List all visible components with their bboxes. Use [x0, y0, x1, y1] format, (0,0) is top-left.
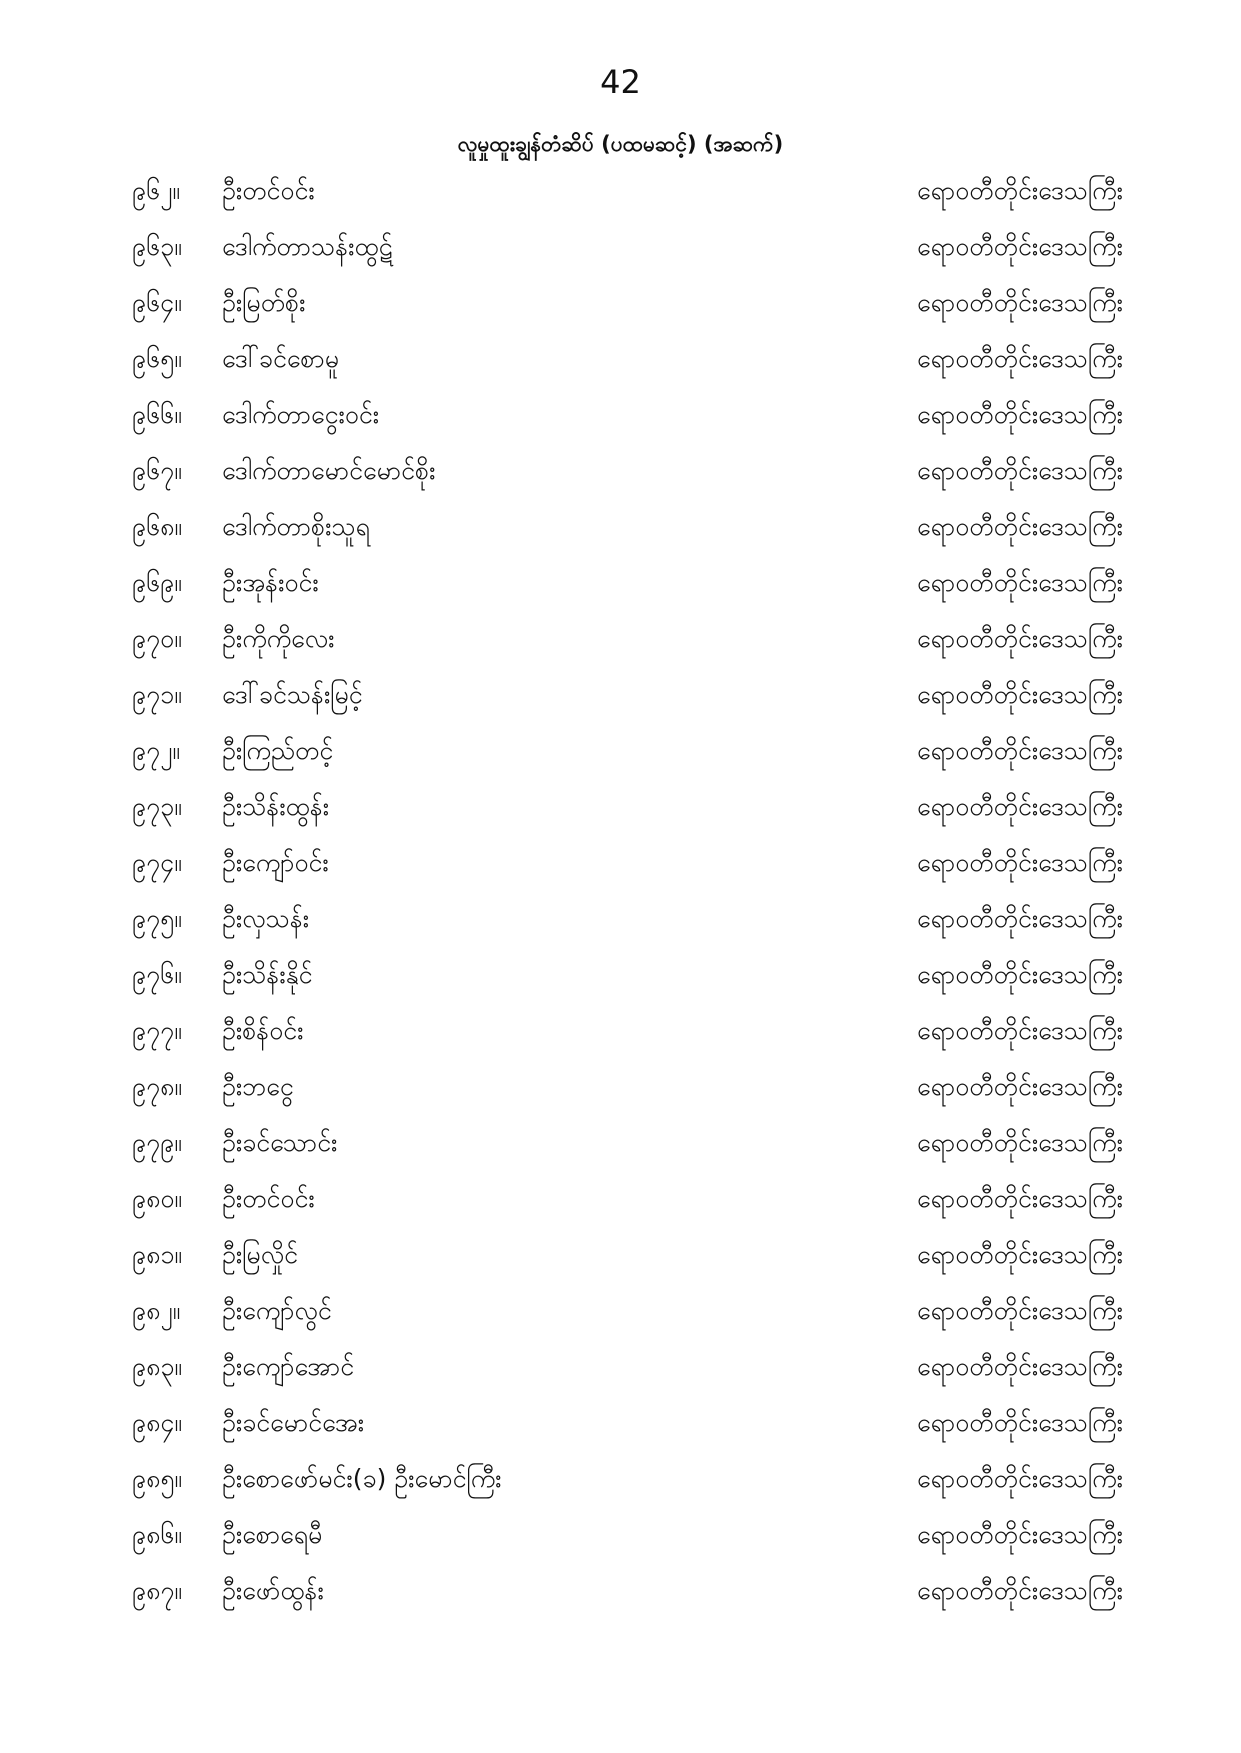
recipient-name: ဦးလှသန်း: [222, 904, 310, 933]
recipient-name: ဒေါက်တာမောင်မောင်စိုး: [222, 456, 436, 485]
region-name: ရောဝတီတိုင်းဒေသကြီး: [917, 1352, 1123, 1381]
region-name: ရောဝတီတိုင်းဒေသကြီး: [917, 1576, 1123, 1605]
list-item: [0, 667, 1241, 723]
entry-number: ၉၈၇။: [132, 1576, 182, 1605]
list-item: [0, 1003, 1241, 1059]
region-name: ရောဝတီတိုင်းဒေသကြီး: [917, 1296, 1123, 1325]
list-item: [0, 779, 1241, 835]
recipient-name: ဦးခင်မောင်အေး: [222, 1408, 365, 1437]
entry-number: ၉၇၂။: [132, 736, 180, 765]
entry-number: ၉၆၄။: [132, 288, 182, 317]
entry-number: ၉၆၉။: [132, 568, 182, 597]
entry-number: ၉၇၃။: [132, 792, 182, 821]
region-name: ရောဝတီတိုင်းဒေသကြီး: [917, 1072, 1123, 1101]
list-item: [0, 1451, 1241, 1507]
recipient-name: ဒေါက်တာသန်းထွဋ်: [222, 232, 393, 261]
recipient-name: ဦးကျော်ဝင်း: [222, 848, 329, 877]
region-name: ရောဝတီတိုင်းဒေသကြီး: [917, 904, 1123, 933]
recipient-name: ဦးဘငွေ: [222, 1072, 294, 1101]
list-item: [0, 1395, 1241, 1451]
region-name: ရောဝတီတိုင်းဒေသကြီး: [917, 1240, 1123, 1269]
recipient-name: ဦးကျော်လွင်: [222, 1296, 332, 1325]
entry-number: ၉၈၂။: [132, 1296, 181, 1325]
recipient-name: ဦးစောဖော်မင်း(ခ) ဦးမောင်ကြီး: [222, 1464, 502, 1493]
region-name: ရောဝတီတိုင်းဒေသကြီး: [917, 848, 1123, 877]
entry-number: ၉၆၅။: [132, 344, 182, 373]
entry-number: ၉၇၄။: [132, 848, 182, 877]
entry-number: ၉၇၉။: [132, 1128, 182, 1157]
recipient-name: ဦးစိန်ဝင်း: [222, 1016, 304, 1045]
region-name: ရောဝတီတိုင်းဒေသကြီး: [917, 960, 1123, 989]
recipient-name: ဦးတင်ဝင်း: [222, 176, 315, 205]
recipient-name: ဒေါက်တာငွေးဝင်း: [222, 400, 380, 429]
entry-number: ၉၆၆။: [132, 400, 182, 429]
recipient-name: ဦးအုန်းဝင်း: [222, 568, 319, 597]
recipient-name: ဦးတင်ဝင်း: [222, 1184, 315, 1213]
list-item: [0, 275, 1241, 331]
list-item: [0, 947, 1241, 1003]
recipient-name: ဦးကြည်တင့်: [222, 736, 334, 765]
region-name: ရောဝတီတိုင်းဒေသကြီး: [917, 1128, 1123, 1157]
list-item: [0, 1507, 1241, 1563]
list-item: [0, 1283, 1241, 1339]
page-number: 42: [600, 63, 641, 101]
region-name: ရောဝတီတိုင်းဒေသကြီး: [917, 792, 1123, 821]
entry-number: ၉၇၆။: [132, 960, 182, 989]
section-heading: လူမှုထူးချွန်တံဆိပ် (ပထမဆင့်) (အဆက်): [457, 132, 784, 156]
region-name: ရောဝတီတိုင်းဒေသကြီး: [917, 176, 1123, 205]
region-name: ရောဝတီတိုင်းဒေသကြီး: [917, 624, 1123, 653]
region-name: ရောဝတီတိုင်းဒေသကြီး: [917, 1464, 1123, 1493]
region-name: ရောဝတီတိုင်းဒေသကြီး: [917, 1520, 1123, 1549]
recipient-name: ဦးမြတ်စိုး: [222, 288, 306, 317]
recipient-name: ဦးကိုကိုလေး: [222, 624, 335, 653]
list-item: [0, 499, 1241, 555]
entry-number: ၉၈၀။: [132, 1184, 182, 1213]
list-item: [0, 723, 1241, 779]
entry-number: ၉၇၈။: [132, 1072, 182, 1101]
region-name: ရောဝတီတိုင်းဒေသကြီး: [917, 1408, 1123, 1437]
region-name: ရောဝတီတိုင်းဒေသကြီး: [917, 680, 1123, 709]
entry-number: ၉၇၇။: [132, 1016, 182, 1045]
region-name: ရောဝတီတိုင်းဒေသကြီး: [917, 288, 1123, 317]
recipient-name: ဒေါ်ခင်စောမူ: [222, 344, 340, 373]
recipient-name: ဦးမြလှိုင်: [222, 1240, 299, 1269]
list-item: [0, 1563, 1241, 1619]
list-item: [0, 1227, 1241, 1283]
list-item: [0, 611, 1241, 667]
region-name: ရောဝတီတိုင်းဒေသကြီး: [917, 232, 1123, 261]
entry-number: ၉၇၁။: [132, 680, 182, 709]
recipient-name: ဦးကျော်အောင်: [222, 1352, 355, 1381]
entry-number: ၉၈၆။: [132, 1520, 182, 1549]
region-name: ရောဝတီတိုင်းဒေသကြီး: [917, 512, 1123, 541]
recipient-name: ဦးသိန်းထွန်း: [222, 792, 330, 821]
list-item: [0, 835, 1241, 891]
entry-number: ၉၇၀။: [132, 624, 182, 653]
entry-number: ၉၇၅။: [132, 904, 182, 933]
entry-number: ၉၆၇။: [132, 456, 182, 485]
entry-number: ၉၆၈။: [132, 512, 182, 541]
entry-number: ၉၈၄။: [132, 1408, 182, 1437]
entry-number: ၉၆၃။: [132, 232, 182, 261]
region-name: ရောဝတီတိုင်းဒေသကြီး: [917, 568, 1123, 597]
list-item: [0, 387, 1241, 443]
region-name: ရောဝတီတိုင်းဒေသကြီး: [917, 400, 1123, 429]
region-name: ရောဝတီတိုင်းဒေသကြီး: [917, 456, 1123, 485]
region-name: ရောဝတီတိုင်းဒေသကြီး: [917, 1016, 1123, 1045]
list-item: [0, 1115, 1241, 1171]
list-item: [0, 1059, 1241, 1115]
award-list: [0, 163, 1241, 1619]
list-item: [0, 219, 1241, 275]
recipient-name: ဦးခင်သောင်း: [222, 1128, 338, 1157]
recipient-name: ဦးသိန်းနိုင်: [222, 960, 313, 989]
recipient-name: ဦးစောရေမီ: [222, 1520, 323, 1549]
entry-number: ၉၈၅။: [132, 1464, 182, 1493]
entry-number: ၉၈၃။: [132, 1352, 182, 1381]
list-item: [0, 163, 1241, 219]
list-item: [0, 891, 1241, 947]
entry-number: ၉၆၂။: [132, 176, 180, 205]
list-item: [0, 443, 1241, 499]
recipient-name: ဦးဖော်ထွန်း: [222, 1576, 324, 1605]
region-name: ရောဝတီတိုင်းဒေသကြီး: [917, 736, 1123, 765]
list-item: [0, 1339, 1241, 1395]
region-name: ရောဝတီတိုင်းဒေသကြီး: [917, 1184, 1123, 1213]
entry-number: ၉၈၁။: [132, 1240, 182, 1269]
recipient-name: ဒေါ်ခင်သန်းမြင့်: [222, 680, 363, 709]
list-item: [0, 331, 1241, 387]
list-item: [0, 555, 1241, 611]
recipient-name: ဒေါက်တာစိုးသူရ: [222, 512, 370, 541]
region-name: ရောဝတီတိုင်းဒေသကြီး: [917, 344, 1123, 373]
list-item: [0, 1171, 1241, 1227]
